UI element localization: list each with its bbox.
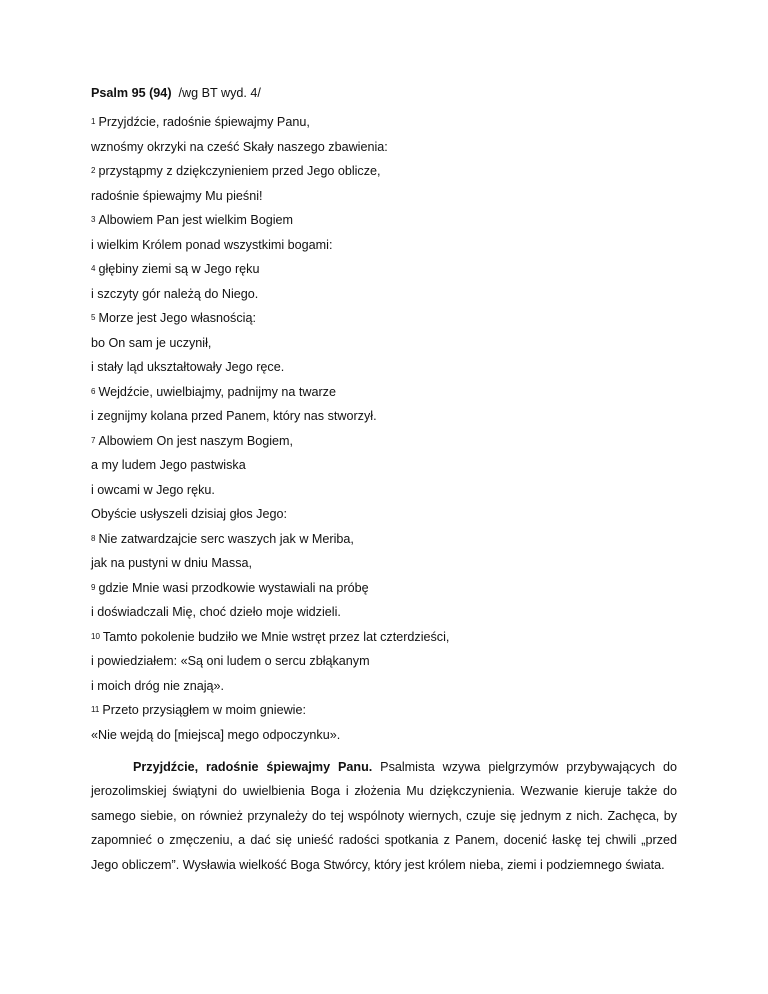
verse-text: gdzie Mnie wasi przodkowie wystawiali na próbę	[98, 580, 369, 595]
verse-line	[91, 604, 691, 621]
verse-line	[91, 408, 691, 425]
verse-line	[91, 335, 691, 352]
verse-text: i owcami w Jego ręku.	[91, 482, 215, 497]
verse-number: 7	[91, 435, 96, 445]
verse-text: Albowiem On jest naszym Bogiem,	[98, 433, 294, 448]
verse-line	[91, 629, 691, 646]
verse-line	[91, 531, 691, 548]
verse-number: 9	[91, 582, 96, 592]
verse-line	[91, 727, 691, 744]
verse-line	[91, 114, 691, 131]
verse-text: Obyście usłyszeli dzisiaj głos Jego:	[91, 507, 287, 521]
verse-number: 11	[91, 705, 100, 714]
psalm-heading	[91, 85, 261, 102]
verse-text: i stały ląd ukształtowały Jego ręce.	[91, 360, 285, 374]
commentary-lead: Przyjdźcie, radośnie śpiewajmy Panu.	[133, 760, 373, 774]
verse-number: 8	[91, 533, 96, 543]
verse-line	[91, 286, 691, 303]
commentary-body: Psalmista wzywa pielgrzymów przybywających do jerozolimskiej świątyni do uwielbienia Boga i złożenia Mu dziękczynienia. Wezwanie kieruje także do samego siebie, on również przynależy do tej wspólnoty wiernych, czuje się jednym z nich. Zachęca, by zapomnieć o zmęczeniu, a dać się unieść radości spotkania z Panem, docenić łaskę tej chwili „przed Jego obliczem”. Wysławia wielkość Boga Stwórcy, który jest królem nieba, ziemi i podziemnego świata.	[91, 760, 678, 872]
verse-line	[91, 237, 691, 254]
commentary-paragraph	[91, 755, 677, 877]
verse-line	[91, 678, 691, 695]
verse-line	[91, 384, 691, 401]
verses-block	[91, 114, 691, 751]
verse-text: przystąpmy z dziękczynieniem przed Jego oblicze,	[98, 164, 381, 178]
verse-text: i szczyty gór należą do Niego.	[91, 286, 259, 301]
verse-line	[91, 653, 691, 670]
verse-line	[91, 310, 691, 327]
verse-number: 10	[91, 631, 100, 641]
verse-text: i doświadczali Mię, choć dzieło moje widzieli.	[91, 605, 341, 619]
verse-line	[91, 433, 691, 450]
verse-text: Przeto przysiągłem w moim gniewie:	[102, 703, 306, 717]
psalm-title: Psalm 95 (94)	[91, 86, 172, 100]
verse-text: i wielkim Królem ponad wszystkimi bogami:	[91, 237, 333, 252]
verse-text: jak na pustyni w dniu Massa,	[91, 556, 253, 570]
verse-line	[91, 139, 691, 156]
verse-text: Morze jest Jego własnością:	[98, 311, 256, 325]
verse-text: i zegnijmy kolana przed Panem, który nas stworzył.	[91, 409, 377, 423]
verse-text: bo On sam je uczynił,	[91, 335, 212, 350]
verse-line	[91, 188, 691, 205]
verse-text: «Nie wejdą do [miejsca] mego odpoczynku».	[91, 727, 341, 742]
verse-number: 2	[91, 166, 96, 175]
verse-text: Tamto pokolenie budziło we Mnie wstręt przez lat czterdzieści,	[102, 629, 450, 644]
verse-line	[91, 261, 691, 278]
verse-number: 6	[91, 386, 96, 396]
verse-line	[91, 457, 691, 474]
verse-line	[91, 359, 691, 376]
verse-number: 3	[91, 215, 96, 224]
verse-text: i powiedziałem: «Są oni ludem o sercu zbłąkanym	[91, 654, 370, 668]
verse-text: Albowiem Pan jest wielkim Bogiem	[98, 213, 294, 227]
verse-line	[91, 506, 691, 523]
verse-text: Wejdźcie, uwielbiajmy, padnijmy na twarze	[98, 384, 336, 399]
verse-number: 5	[91, 313, 96, 322]
translation-source: /wg BT wyd. 4/	[178, 86, 261, 100]
verse-text: głębiny ziemi są w Jego ręku	[98, 262, 260, 276]
verse-text: wznośmy okrzyki na cześć Skały naszego zbawienia:	[91, 139, 388, 154]
verse-text: i moich dróg nie znają».	[91, 678, 225, 693]
verse-line	[91, 702, 691, 719]
verse-line	[91, 163, 691, 180]
verse-line	[91, 580, 691, 597]
verse-text: Przyjdźcie, radośnie śpiewajmy Panu,	[98, 115, 310, 129]
verse-text: a my ludem Jego pastwiska	[91, 458, 246, 472]
verse-line	[91, 212, 691, 229]
verse-text: Nie zatwardzajcie serc waszych jak w Meriba,	[98, 531, 354, 546]
verse-text: radośnie śpiewajmy Mu pieśni!	[91, 188, 263, 203]
verse-number: 1	[91, 117, 96, 126]
verse-number: 4	[91, 264, 96, 273]
verse-line	[91, 482, 691, 499]
verse-line	[91, 555, 691, 572]
